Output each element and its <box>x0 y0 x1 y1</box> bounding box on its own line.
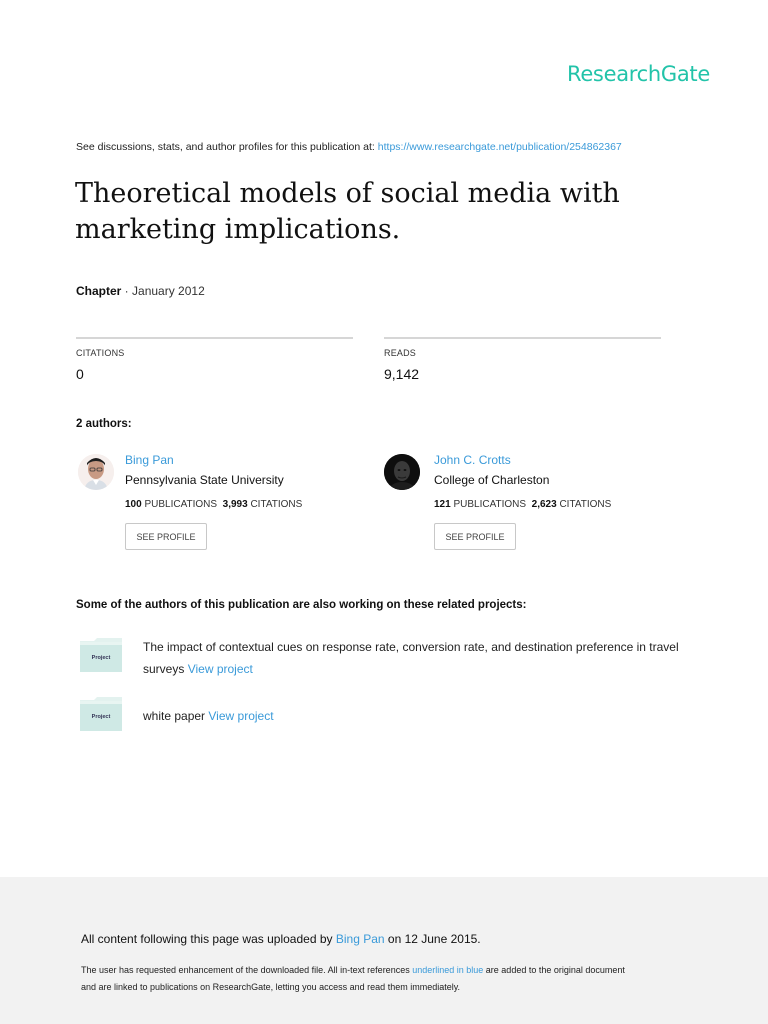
upload-suffix: on 12 June 2015. <box>387 932 481 946</box>
project-1-folder-label: Project <box>91 655 111 661</box>
publication-url-link[interactable]: https://www.researchgate.net/publication/254862367 <box>377 141 622 153</box>
project-2-text-line-1: white paper <box>143 709 206 723</box>
author-2-stats <box>434 499 611 510</box>
project-1-folder-icon <box>80 638 122 672</box>
reads-value: 9,142 <box>384 366 420 382</box>
citations-divider <box>76 337 353 339</box>
discussion-prefix: See discussions, stats, and author profiles for this publication at: <box>76 141 375 153</box>
publication-date: January 2012 <box>132 284 205 298</box>
project-1-text-line-2: surveys <box>143 662 185 676</box>
disclaimer-part-2: are added to the original document <box>485 965 625 975</box>
project-2-view-project-link[interactable]: View project <box>208 709 274 723</box>
author-2-publications-label: PUBLICATIONS <box>453 499 527 510</box>
project-1-view-project-link[interactable]: View project <box>187 662 253 676</box>
author-1-citations-count: 3,993 <box>222 499 248 510</box>
footer-panel <box>0 877 768 1024</box>
disclaimer-underlined-link: underlined in blue <box>412 965 484 975</box>
upload-prefix: All content following this page was uploaded by <box>81 932 333 946</box>
author-1-stats <box>125 499 302 510</box>
project-2-folder-label: Project <box>91 714 111 720</box>
author-2-institution: College of Charleston <box>434 473 550 487</box>
project-1-description <box>143 636 683 680</box>
author-1-citations-label: CITATIONS <box>250 499 303 510</box>
author-2-see-profile-button[interactable]: SEE PROFILE <box>434 523 516 550</box>
author-2-citations-count: 2,623 <box>531 499 557 510</box>
author-1-institution: Pennsylvania State University <box>125 473 284 487</box>
project-1-text-line-1: The impact of contextual cues on response rate, conversion rate, and destination preference in travel <box>143 640 679 654</box>
author-1-publications-label: PUBLICATIONS <box>144 499 218 510</box>
author-2-avatar[interactable] <box>384 454 420 490</box>
citations-label: CITATIONS <box>76 348 125 358</box>
meta-separator: · <box>121 284 133 298</box>
related-projects-heading: Some of the authors of this publication are also working on these related projects: <box>76 599 527 611</box>
title-line-1: Theoretical models of social media with <box>75 178 620 209</box>
person-photo-icon <box>78 454 114 490</box>
discussion-line <box>76 141 622 153</box>
disclaimer-line-2: and are linked to publications on ResearchGate, letting you access and read them immediately. <box>81 982 461 992</box>
author-2-publications-count: 121 <box>434 499 451 510</box>
title-line-2: marketing implications. <box>75 214 401 245</box>
author-2-citations-label: CITATIONS <box>559 499 612 510</box>
author-1-see-profile-button[interactable]: SEE PROFILE <box>125 523 207 550</box>
person-photo-icon <box>384 454 420 490</box>
author-1-name-link[interactable]: Bing Pan <box>125 453 174 467</box>
author-2-name-link[interactable]: John C. Crotts <box>434 453 511 467</box>
citations-value: 0 <box>76 366 84 382</box>
authors-heading: 2 authors: <box>76 418 132 430</box>
project-2-folder-icon <box>80 697 122 731</box>
uploader-link[interactable]: Bing Pan <box>335 932 385 946</box>
researchgate-logo[interactable]: ResearchGate <box>566 62 710 86</box>
publication-title <box>75 176 695 248</box>
author-1-avatar[interactable] <box>78 454 114 490</box>
publication-meta <box>76 284 205 298</box>
author-1-publications-count: 100 <box>125 499 142 510</box>
project-2-description <box>143 705 683 727</box>
reads-divider <box>384 337 661 339</box>
disclaimer-part-1: The user has requested enhancement of the downloaded file. All in-text references <box>81 965 410 975</box>
reads-label: READS <box>384 348 417 358</box>
upload-notice <box>81 932 481 946</box>
publication-type: Chapter <box>76 284 122 298</box>
enhancement-disclaimer <box>81 962 681 996</box>
